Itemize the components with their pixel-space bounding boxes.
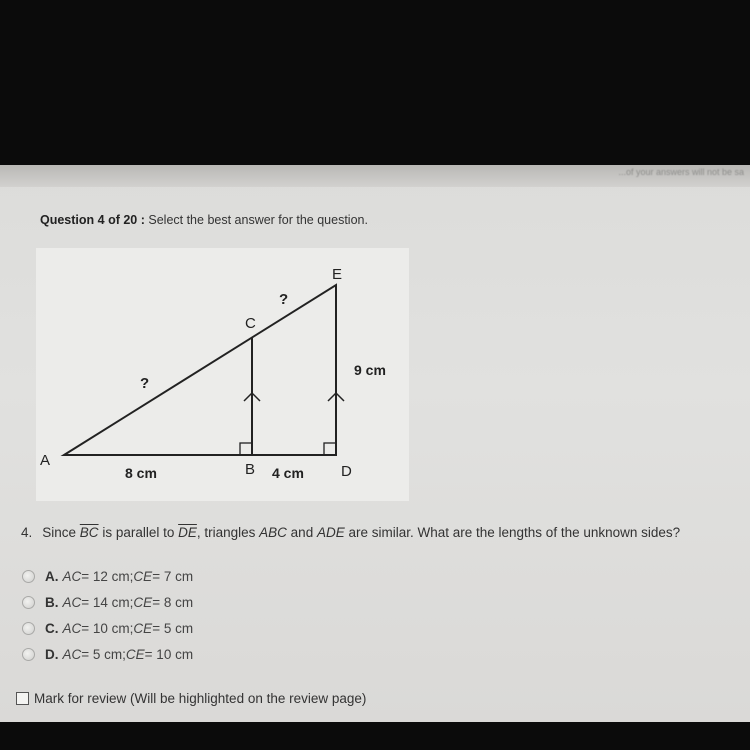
answer-option-d[interactable]: [22, 644, 193, 664]
vertex-c-label: C: [245, 315, 256, 332]
triangle-ade-name: ADE: [316, 525, 345, 540]
option-letter: A.: [45, 568, 59, 584]
answer-option-c[interactable]: [22, 618, 193, 638]
question-text-part: and: [286, 525, 317, 540]
option-ce-value: = 7 cm: [152, 568, 194, 584]
radio-button[interactable]: [22, 648, 35, 661]
vertex-d-label: D: [341, 463, 352, 480]
triangle-ade: [64, 285, 336, 455]
question-counter: Question 4 of 20 :: [40, 213, 145, 227]
mark-for-review[interactable]: [16, 691, 366, 706]
answer-option-b[interactable]: [22, 592, 193, 612]
option-ac-value: = 5 cm;: [81, 646, 126, 662]
option-ce-name: CE: [133, 620, 153, 636]
segment-bc-name: $\overline{BC}$: [79, 525, 99, 540]
option-letter: B.: [45, 594, 59, 610]
question-text: [21, 525, 680, 540]
option-ac-value: = 14 cm;: [81, 594, 134, 610]
triangle-abc-name: ABC: [259, 525, 287, 540]
question-text-part: Since: [42, 525, 80, 540]
review-checkbox[interactable]: [16, 692, 29, 705]
vertex-e-label: E: [332, 266, 343, 283]
radio-button[interactable]: [22, 596, 35, 609]
right-angle-b: [240, 443, 252, 455]
quiz-screen: [0, 165, 750, 722]
option-letter: D.: [45, 646, 59, 662]
option-ac-name: AC: [62, 594, 82, 610]
option-ce-name: CE: [125, 646, 145, 662]
option-ce-value: = 8 cm: [152, 594, 194, 610]
side-ab-length-label: 8 cm: [125, 465, 157, 481]
monitor-bezel-bottom: [0, 722, 750, 750]
question-number: 4.: [21, 525, 33, 540]
side-ac-unknown-label: ?: [140, 375, 150, 392]
triangle-figure: [36, 248, 409, 501]
top-strip: [0, 165, 750, 187]
segment-de-name: $\overline{DE}$: [178, 525, 197, 540]
side-de-length-label: 9 cm: [354, 362, 386, 378]
option-ac-name: AC: [62, 646, 82, 662]
option-ac-value: = 12 cm;: [81, 568, 134, 584]
option-ce-value: = 5 cm: [152, 620, 194, 636]
banner-text: ...of your answers will not be sa: [618, 167, 744, 177]
radio-button[interactable]: [22, 570, 35, 583]
monitor-bezel-top: [0, 0, 750, 165]
right-angle-d: [324, 443, 336, 455]
option-ac-value: = 10 cm;: [81, 620, 134, 636]
question-text-part: , triangles: [196, 525, 260, 540]
option-ce-value: = 10 cm: [144, 646, 194, 662]
radio-button[interactable]: [22, 622, 35, 635]
side-ce-unknown-label: ?: [279, 291, 289, 308]
option-ac-name: AC: [62, 620, 82, 636]
option-ce-name: CE: [133, 594, 153, 610]
option-letter: C.: [45, 620, 59, 636]
vertex-b-label: B: [245, 461, 256, 478]
option-ce-name: CE: [133, 568, 153, 584]
review-label: Mark for review (Will be highlighted on the review page): [34, 691, 367, 706]
option-ac-name: AC: [62, 568, 82, 584]
question-header: [40, 213, 368, 227]
question-instruction: Select the best answer for the question.: [148, 213, 368, 227]
question-text-part: are similar. What are the lengths of the unknown sides?: [344, 525, 681, 540]
triangle-diagram: [36, 248, 409, 501]
side-bd-length-label: 4 cm: [272, 465, 304, 481]
answer-option-a[interactable]: [22, 566, 193, 586]
question-text-part: is parallel to: [98, 525, 179, 540]
vertex-a-label: A: [40, 452, 51, 469]
